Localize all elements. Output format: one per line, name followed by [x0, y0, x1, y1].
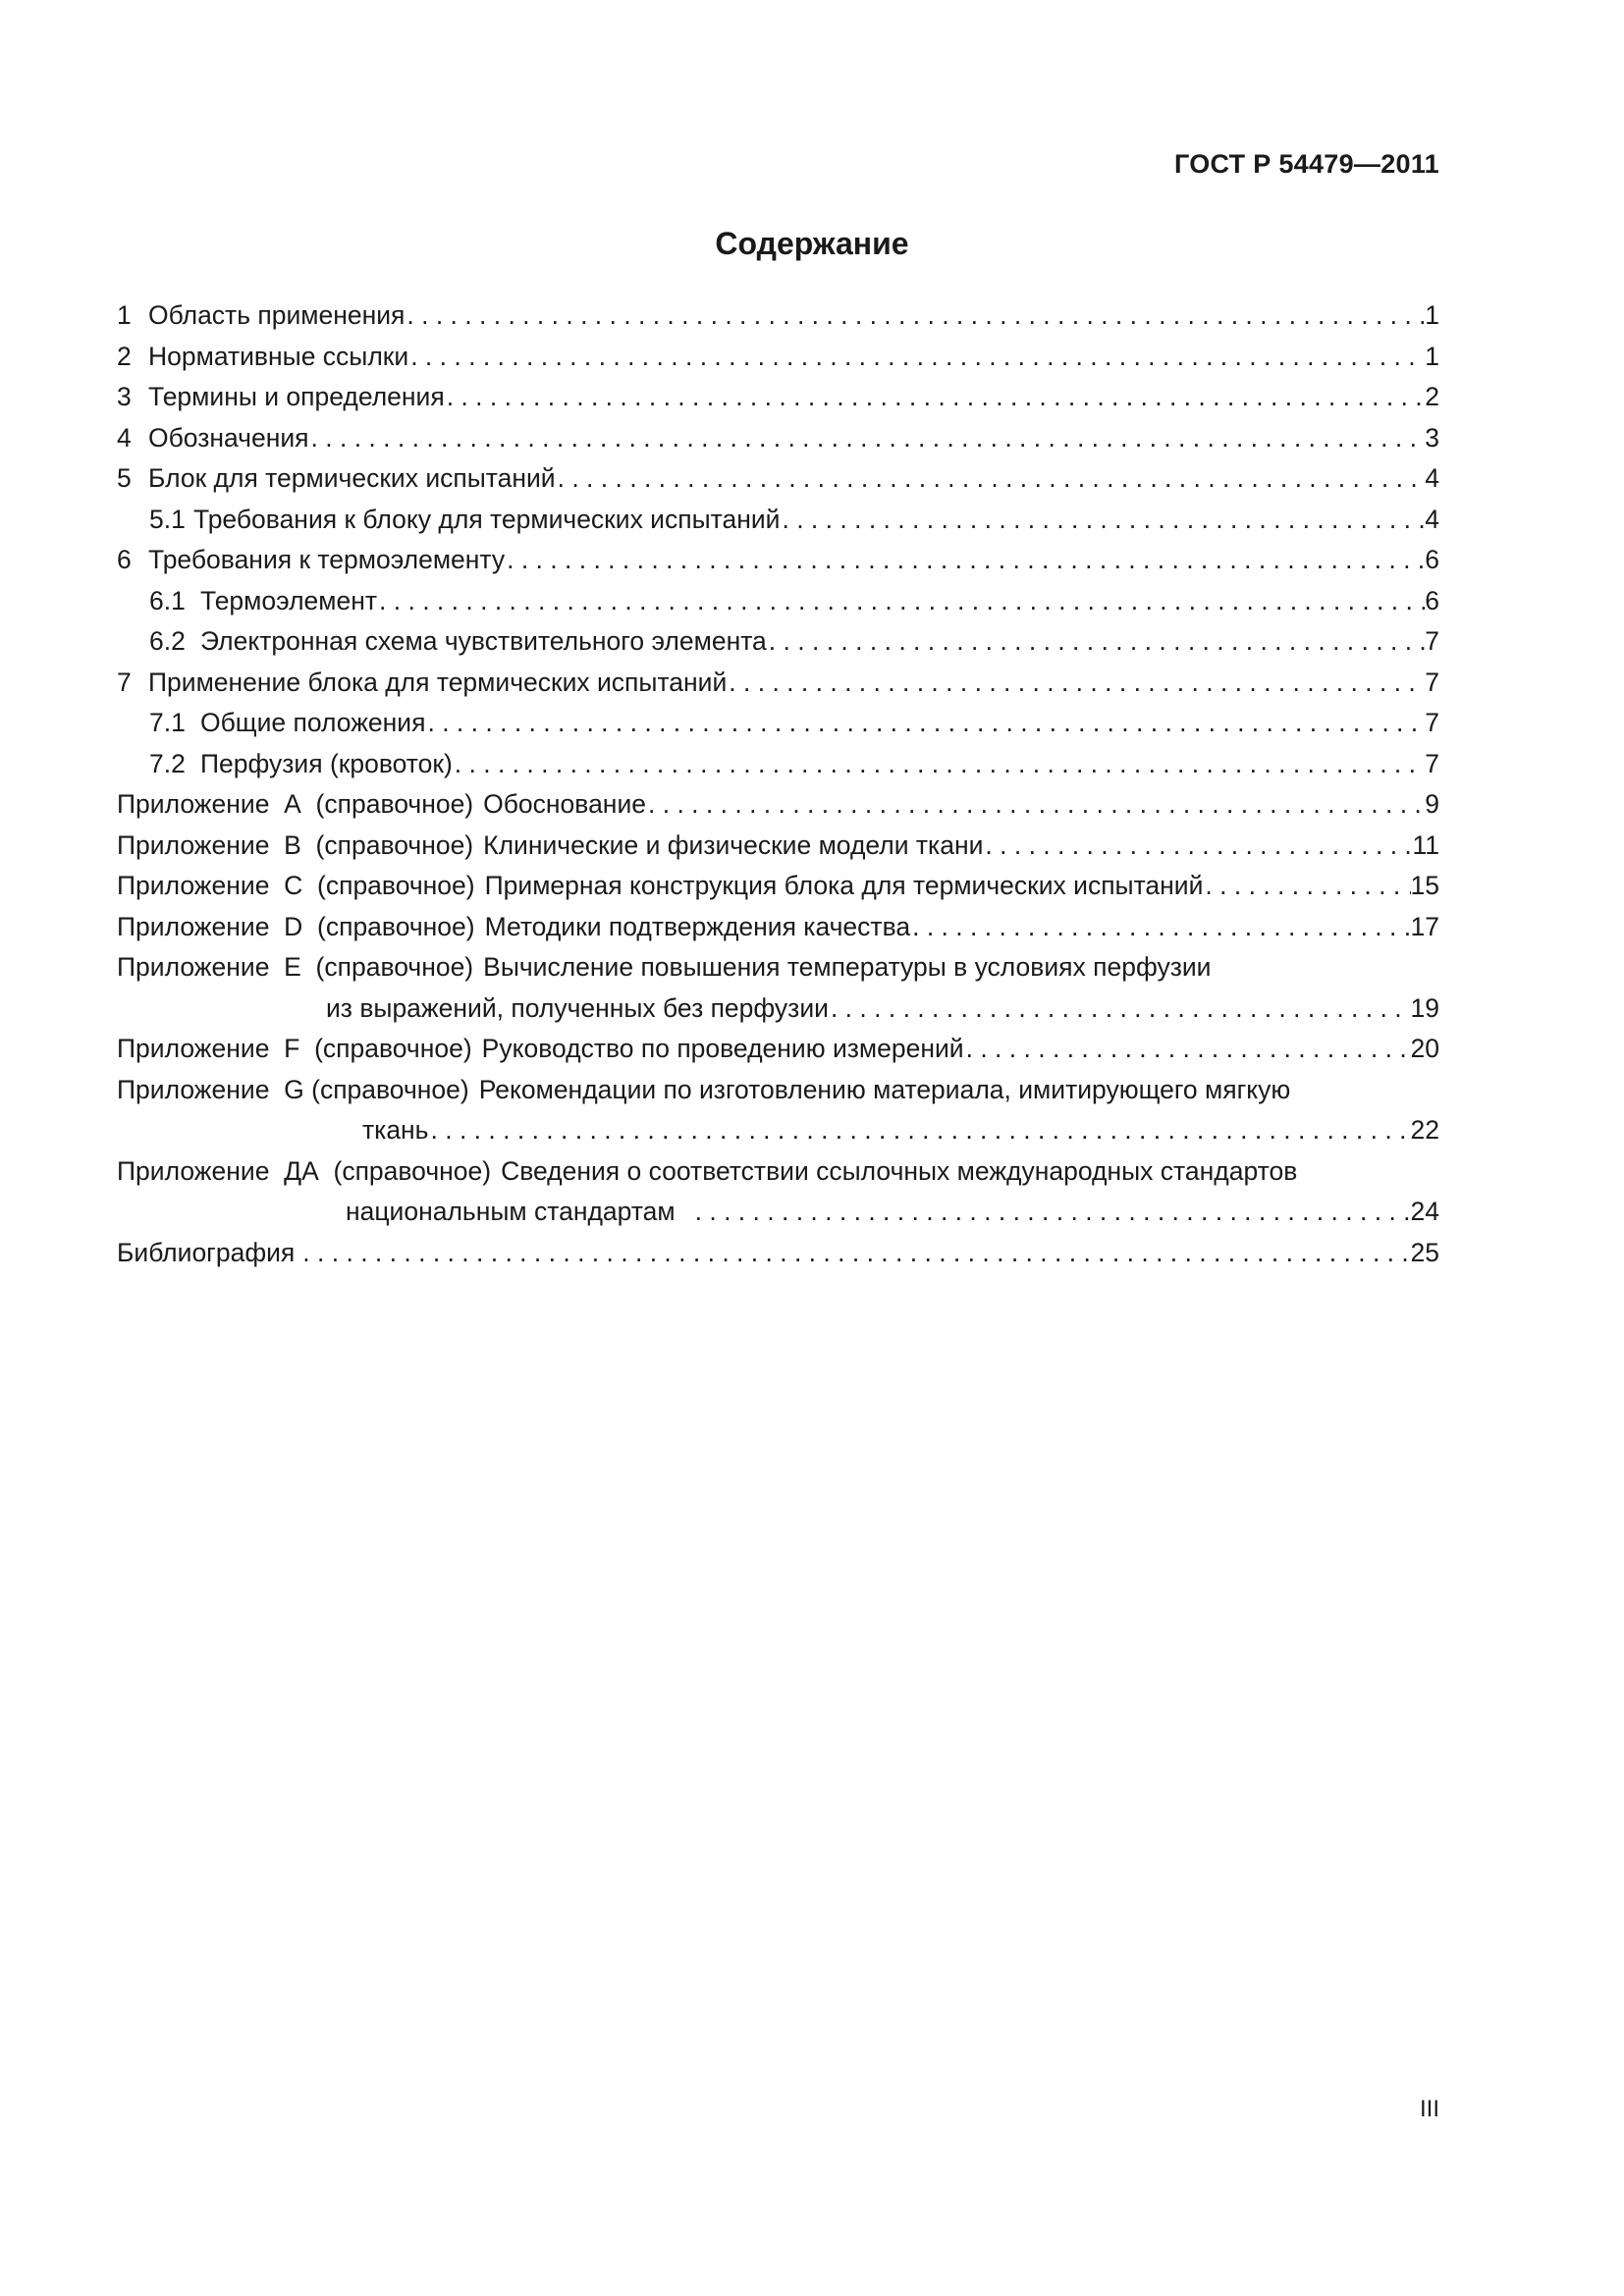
toc-entry-title: Перфузия (кровоток) — [200, 748, 453, 778]
toc-entry-page: 7 — [1425, 626, 1439, 656]
toc-entry-page: 24 — [1410, 1197, 1439, 1226]
toc-leader-dots — [302, 1233, 1410, 1274]
toc-entry-title: Методики подтверждения качества — [484, 911, 911, 941]
toc-subentry[interactable] — [117, 500, 1439, 541]
toc-leader-dots — [1205, 866, 1410, 907]
toc-entry[interactable] — [117, 337, 1439, 378]
toc-subentry[interactable] — [117, 581, 1439, 622]
table-of-contents — [117, 295, 1439, 1273]
toc-entry-title: Термоэлемент — [200, 585, 378, 615]
toc-entry-page: 20 — [1410, 1034, 1439, 1063]
toc-leader-dots — [831, 988, 1411, 1030]
toc-leader-dots — [782, 500, 1425, 541]
toc-annex-entry[interactable] — [117, 1151, 1439, 1193]
toc-entry-page: 15 — [1410, 871, 1439, 900]
toc-annex-continuation[interactable] — [117, 988, 1439, 1030]
toc-entry-page: 22 — [1410, 1115, 1439, 1145]
toc-entry-page: 11 — [1412, 829, 1439, 860]
toc-entry-page: 4 — [1425, 463, 1439, 493]
toc-leader-dots — [379, 581, 1425, 622]
toc-leader-dots — [558, 458, 1426, 500]
toc-entry-page: 7 — [1425, 708, 1439, 737]
toc-entry-title: Клинические и физические модели ткани — [483, 829, 984, 860]
toc-annex-prefix: Приложение ДА (справочное) — [117, 1155, 492, 1186]
toc-leader-dots — [507, 540, 1425, 581]
toc-leader-dots — [695, 1192, 1411, 1233]
toc-entry[interactable] — [117, 418, 1439, 459]
toc-entry-title: Вычисление повышения температуры в условиях перфузии — [483, 952, 1212, 982]
toc-leader-dots — [966, 1029, 1411, 1070]
toc-entry-page: 9 — [1425, 789, 1439, 819]
toc-annex-prefix: Приложение D (справочное) — [117, 911, 475, 941]
toc-entry[interactable] — [117, 377, 1439, 418]
page-title: Содержание — [715, 226, 909, 261]
toc-annex-prefix: Приложение Е (справочное) — [117, 952, 474, 982]
toc-annex-entry[interactable] — [117, 1029, 1439, 1070]
toc-annex-prefix: Приложение В (справочное) — [117, 829, 474, 860]
toc-subentry[interactable] — [117, 621, 1439, 663]
toc-annex-prefix: Приложение А (справочное) — [117, 789, 474, 819]
toc-entry-title: Библиография — [117, 1237, 296, 1267]
toc-entry-page: 6 — [1425, 585, 1439, 615]
toc-entry-number: 5.1 — [149, 504, 186, 534]
toc-entry-title: Требования к блоку для термических испытаний — [193, 504, 781, 534]
toc-entry-number: 6.1 — [149, 585, 186, 615]
document-code-header: ГОСТ Р 54479—2011 — [1173, 149, 1439, 179]
toc-entry-title: Блок для термических испытаний — [148, 463, 556, 493]
toc-leader-dots — [427, 703, 1425, 744]
toc-entry-title: Примерная конструкция блока для термических испытаний — [484, 871, 1204, 900]
toc-annex-prefix: Приложение G (справочное) — [117, 1074, 469, 1104]
toc-annex-continuation[interactable] — [117, 1192, 1439, 1233]
toc-entry-page: 7 — [1425, 667, 1439, 697]
toc-leader-dots — [410, 337, 1425, 378]
toc-entry-page: 4 — [1425, 504, 1439, 534]
toc-entry-number: 6 — [117, 545, 132, 574]
toc-entry[interactable] — [117, 540, 1439, 581]
toc-entry-number: 2 — [117, 341, 132, 371]
toc-entry-number: 7.1 — [149, 708, 186, 737]
toc-entry-number: 4 — [117, 422, 132, 453]
toc-leader-dots — [311, 418, 1426, 459]
toc-entry-page: 17 — [1410, 911, 1439, 941]
toc-annex-entry[interactable] — [117, 866, 1439, 907]
toc-leader-dots — [455, 744, 1425, 785]
toc-entry-title: Рекомендации по изготовлению материала, имитирующего мягкую — [478, 1074, 1291, 1104]
toc-entry-number: 7.2 — [149, 748, 186, 778]
toc-entry-title: Обозначения — [148, 422, 309, 453]
toc-leader-dots — [431, 1110, 1411, 1151]
toc-leader-dots — [912, 907, 1410, 948]
toc-annex-entry[interactable] — [117, 826, 1439, 867]
toc-annex-prefix: Приложение С (справочное) — [117, 871, 475, 900]
toc-entry-title: Нормативные ссылки — [148, 341, 409, 371]
page-number: III — [1419, 2096, 1439, 2122]
toc-entry-title: Требования к термоэлементу — [148, 545, 506, 574]
toc-entry-page: 6 — [1425, 545, 1439, 574]
toc-entry[interactable] — [117, 1233, 1439, 1274]
toc-leader-dots — [406, 295, 1425, 337]
toc-entry-title: Область применения — [148, 300, 406, 330]
toc-entry-title-continued: ткань — [362, 1115, 429, 1145]
toc-subentry[interactable] — [117, 744, 1439, 785]
toc-entry-page: 7 — [1425, 748, 1439, 778]
toc-entry-title: Применение блока для термических испытаний — [148, 667, 728, 697]
toc-entry-title: Сведения о соответствии ссылочных международных стандартов — [501, 1155, 1298, 1186]
toc-entry-page: 1 — [1425, 300, 1439, 330]
toc-entry-number: 5 — [117, 463, 132, 493]
toc-leader-dots — [985, 826, 1412, 867]
toc-entry-number: 1 — [117, 300, 132, 330]
toc-leader-dots — [648, 784, 1425, 826]
toc-annex-entry[interactable] — [117, 907, 1439, 948]
toc-entry-title: Обоснование — [483, 789, 646, 819]
toc-leader-dots — [729, 663, 1425, 704]
toc-entry-title-continued: из выражений, полученных без перфузии — [326, 992, 829, 1023]
toc-entry-page: 2 — [1425, 382, 1439, 411]
toc-entry-number: 3 — [117, 382, 132, 411]
toc-entry-title: Общие положения — [200, 708, 426, 737]
toc-entry-number: 7 — [117, 667, 132, 697]
toc-entry-page: 19 — [1410, 992, 1439, 1023]
toc-entry-title: Руководство по проведению измерений — [481, 1034, 964, 1063]
toc-entry[interactable] — [117, 663, 1439, 704]
toc-entry-page: 1 — [1425, 341, 1439, 371]
toc-leader-dots — [447, 377, 1426, 418]
toc-annex-entry[interactable] — [117, 947, 1439, 988]
toc-entry-title: Электронная схема чувствительного элемента — [200, 626, 767, 656]
toc-annex-continuation[interactable] — [117, 1110, 1439, 1151]
toc-entry-number: 6.2 — [149, 626, 186, 656]
toc-annex-entry[interactable] — [117, 784, 1439, 826]
toc-entry-page: 25 — [1410, 1237, 1439, 1267]
toc-entry[interactable] — [117, 458, 1439, 500]
toc-leader-dots — [769, 621, 1425, 663]
toc-annex-entry[interactable] — [117, 1070, 1439, 1111]
toc-entry-page: 3 — [1425, 422, 1439, 453]
toc-annex-prefix: Приложение F (справочное) — [117, 1034, 472, 1063]
toc-entry-title-continued: национальным стандартам — [346, 1197, 676, 1226]
toc-entry-title: Термины и определения — [148, 382, 445, 411]
toc-entry[interactable] — [117, 295, 1439, 337]
toc-subentry[interactable] — [117, 703, 1439, 744]
